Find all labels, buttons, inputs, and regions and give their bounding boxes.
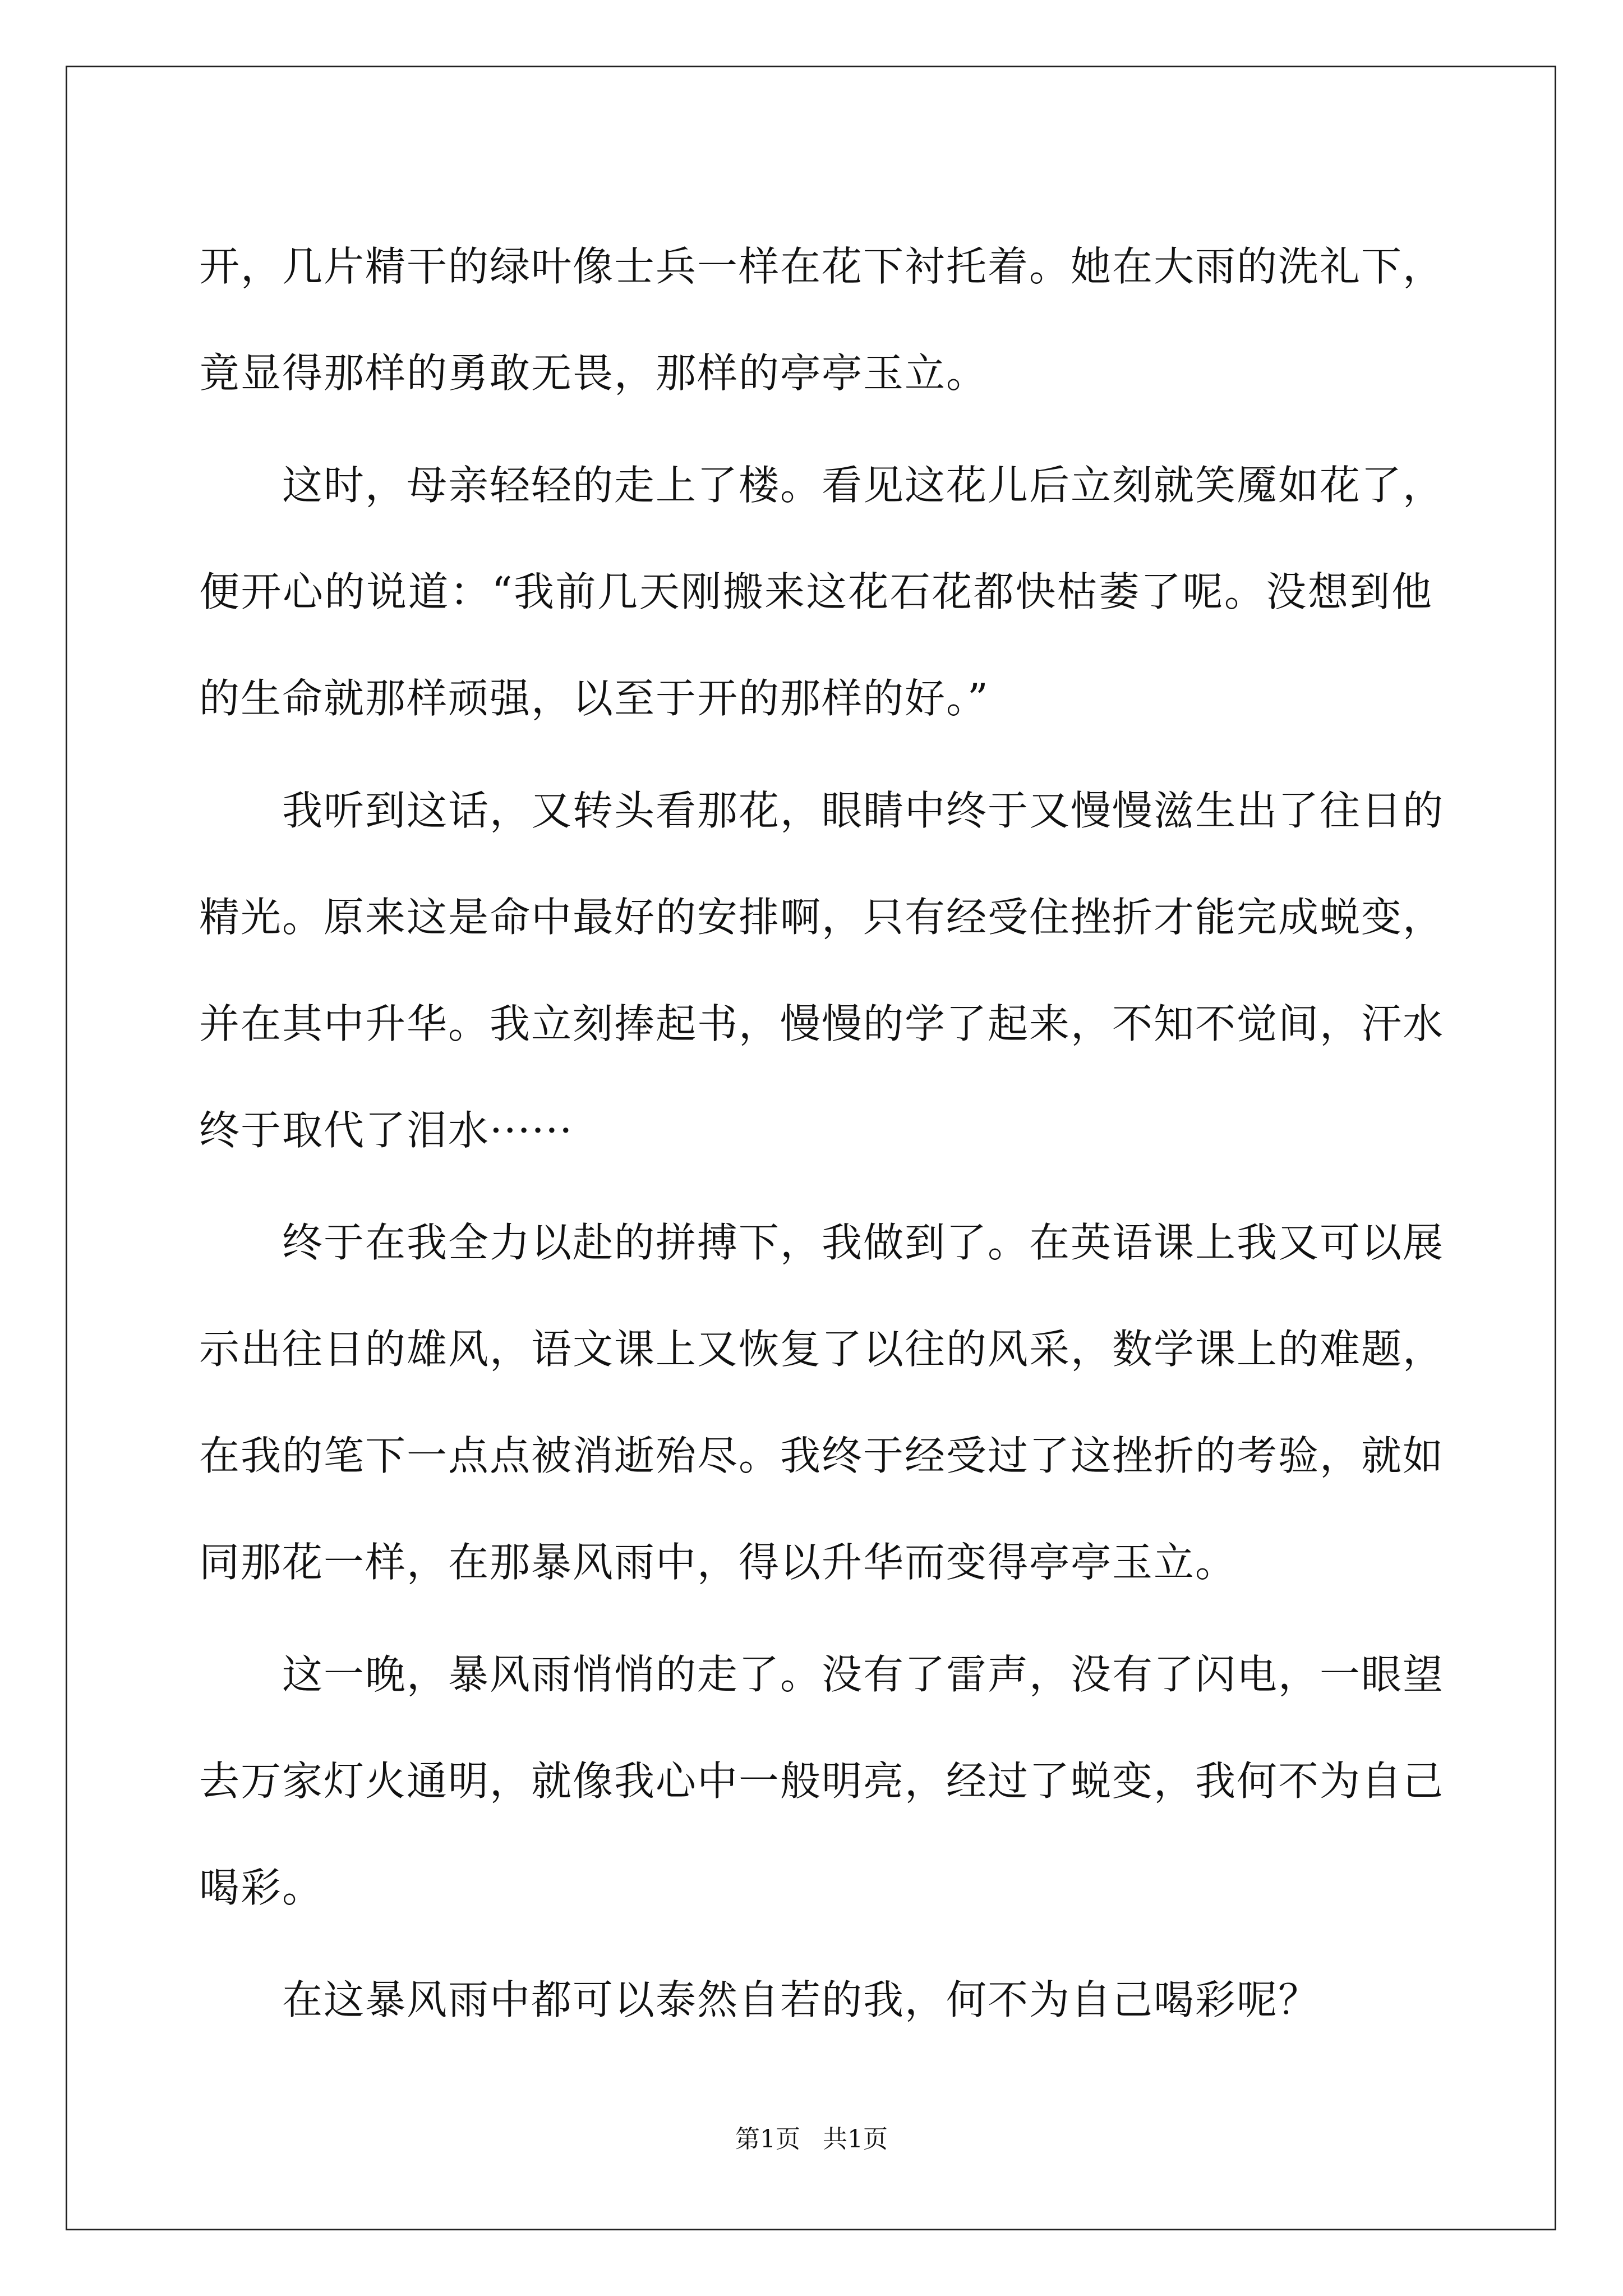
text-line: 去万家灯火通明，就像我心中一般明亮，经过了蜕变，我何不为自己 [199,1757,1445,1805]
paragraph-start: 这一晚，暴风雨悄悄的走了。没有了雷声，没有了闪电，一眼望 [282,1651,1445,1698]
text-line: 终于取代了泪水······ [199,1107,574,1154]
text-line: 示出往日的雄风，语文课上又恢复了以往的风采，数学课上的难题， [199,1326,1445,1373]
page-number-total: 共1页 [823,2125,888,2154]
text-line: 喝彩。 [199,1864,324,1911]
text-line: 便开心的说道：“我前几天刚搬来这花石花都快枯萎了呢。没想到他 [199,568,1433,615]
text-line: 开，几片精干的绿叶像士兵一样在花下衬托着。她在大雨的洗礼下， [199,243,1445,290]
page-footer [0,2123,1623,2156]
page-number-current: 第1页 [735,2125,800,2154]
paragraph-start: 这时，母亲轻轻的走上了楼。看见这花儿后立刻就笑魇如花了， [282,462,1445,509]
text-line: 在我的笔下一点点被消逝殆尽。我终于经受过了这挫折的考验，就如 [199,1432,1445,1479]
paragraph-start: 终于在我全力以赴的拼搏下，我做到了。在英语课上我又可以展 [282,1219,1445,1266]
paragraph-start: 在这暴风雨中都可以泰然自若的我，何不为自己喝彩呢？ [282,1976,1320,2023]
text-line: 精光。原来这是命中最好的安排啊，只有经受住挫折才能完成蜕变， [199,894,1445,941]
text-line: 竟显得那样的勇敢无畏，那样的亭亭玉立。 [199,349,988,397]
document-body [199,213,1445,2053]
text-line: 并在其中升华。我立刻捧起书，慢慢的学了起来，不知不觉间，汗水 [199,1000,1445,1047]
paragraph-start: 我听到这话，又转头看那花，眼睛中终于又慢慢滋生出了往日的 [282,787,1445,834]
text-line: 同那花一样，在那暴风雨中，得以升华而变得亭亭玉立。 [199,1539,1237,1586]
text-line: 的生命就那样顽强，以至于开的那样的好。” [199,675,989,722]
